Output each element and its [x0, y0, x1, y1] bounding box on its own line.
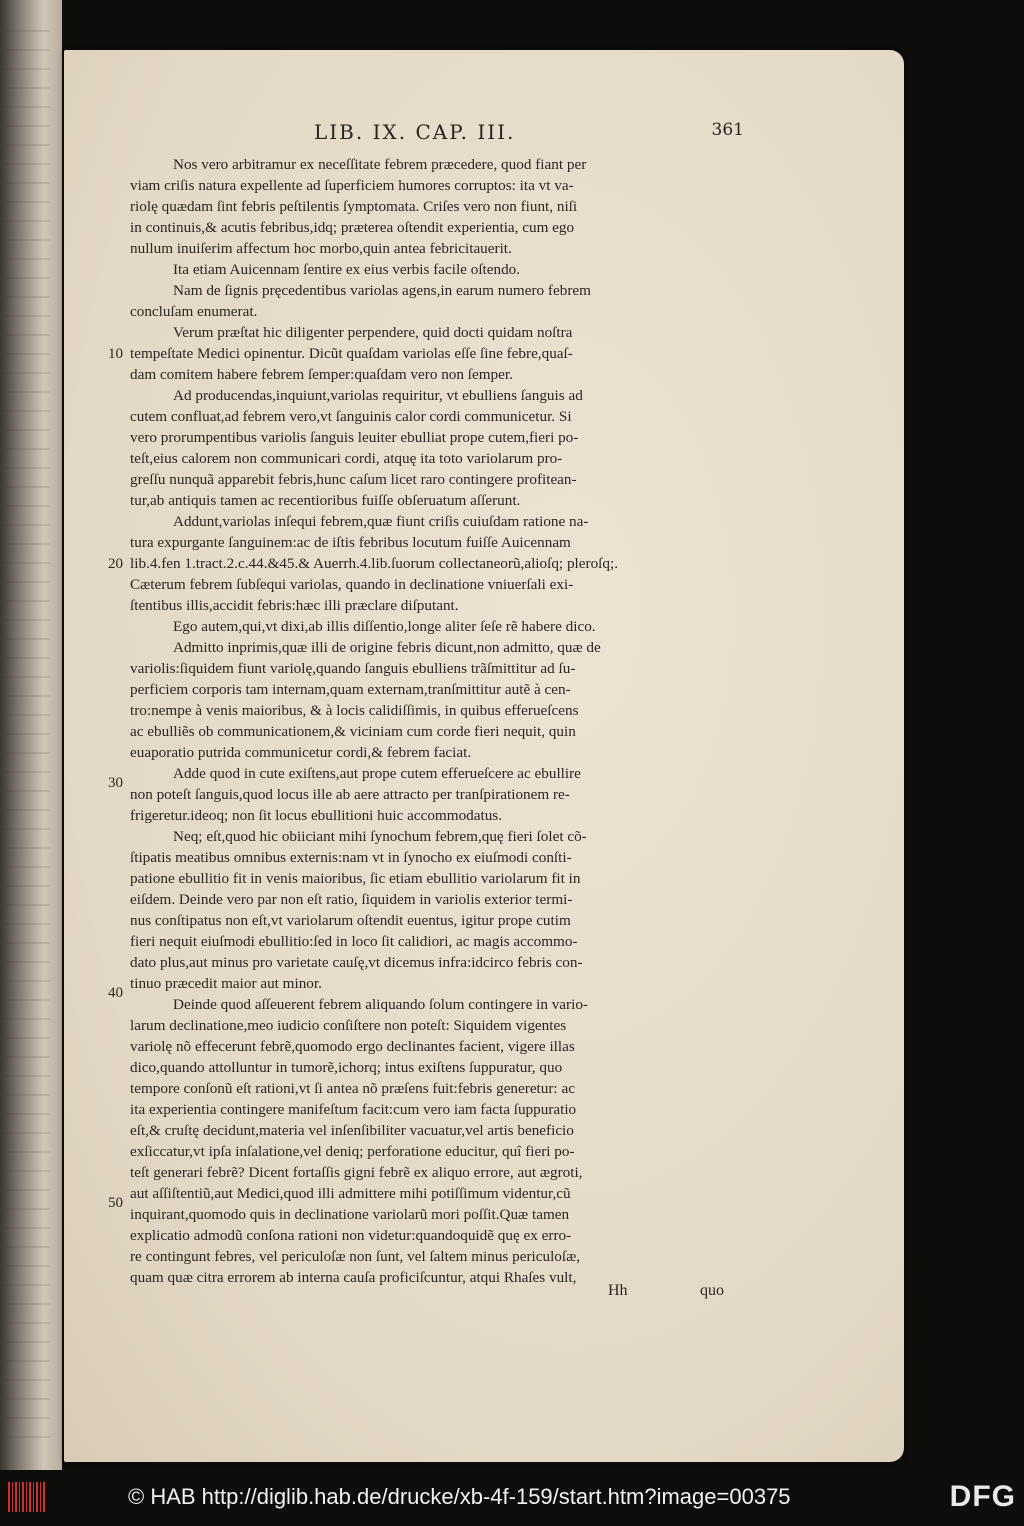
text-line: Admitto inprimis,quæ illi de origine febris dicunt,non admitto, quæ de	[173, 639, 601, 656]
running-header	[314, 120, 744, 144]
text-line: teſt generari febrẽ? Dicent fortaſſis gigni febrẽ ex aliquo errore, aut ægroti,	[130, 1164, 583, 1181]
text-line: frigeretur.ideoq; non ſit locus ebullitioni huic accommodatus.	[130, 807, 503, 824]
text-line: Verum præſtat hic diligenter perpendere, quid docti quidam noſtra	[173, 324, 573, 341]
text-line: Neq; eſt,quod hic obiiciant mihi ſynochum febrem,quę fieri ſolet cõ-	[173, 828, 587, 845]
text-line: greſſu nunquã apparebit febris,hunc caſum licet raro contingere profitean-	[130, 471, 577, 488]
margin-line-number: 50	[108, 1195, 123, 1211]
text-line: lib.4.fen 1.tract.2.c.44.&45.& Auerrh.4.lib.ſuorum collectaneorũ,alioſq; pleroſq;.	[130, 555, 618, 572]
text-line: nus conſtipatus non eſt,vt variolarum oſtendit euentus, igitur prope cutim	[130, 912, 571, 929]
text-line: dato plus,aut minus pro varietate cauſę,vt dicemus infra:idcirco febris con-	[130, 954, 583, 971]
margin-line-number: 20	[108, 556, 123, 572]
text-line: aut aſſiſtentiũ,aut Medici,quod illi admittere mihi potiſſimum videntur,cũ	[130, 1185, 571, 1202]
text-line: dam comitem habere febrem ſemper:quaſdam vero non ſemper.	[130, 366, 513, 383]
text-line: quam quæ citra errorem ab interna cauſa proficiſcuntur, atqui Rhaſes vult,	[130, 1269, 577, 1286]
running-title: LIB. IX. CAP. III.	[314, 120, 516, 144]
text-line: tura expurgante ſanguinem:ac de iſtis febribus locutum fuiſſe Auicennam	[130, 534, 571, 551]
text-line: in continuis,& acutis febribus,idq; præterea oſtendit experientia, cum ego	[130, 219, 575, 236]
text-line: Nam de ſignis pręcedentibus variolas agens,in earum numero febrem	[173, 282, 591, 299]
text-line: ſtipatis meatibus omnibus externis:nam vt in ſynocho ex eiuſmodi conſti-	[130, 849, 572, 866]
text-line: tempore conſonũ eſt rationi,vt ſi antea nõ præſens fuit:febris generetur: ac	[130, 1080, 575, 1097]
text-line: fieri nequit eiuſmodi ebullitio:ſed in loco ſit calidiori, ac magis accommo-	[130, 933, 578, 950]
text-line: inquirant,quomodo quis in declinatione variolarũ mori poſſit.Quæ tamen	[130, 1206, 570, 1223]
text-line: euaporatio putrida communicetur cordi,& febrem faciat.	[130, 744, 472, 761]
text-line: ita experientia contingere manifeſtum facit:cum vero iam facta ſuppuratio	[130, 1101, 577, 1118]
margin-line-number: 40	[108, 985, 123, 1001]
text-line: dico,quando attolluntur in tumorẽ,ichorq; intus exiſtens ſuppuratur, quo	[130, 1059, 563, 1076]
margin-line-number: 10	[108, 346, 123, 362]
copyright-link[interactable]: © HAB http://diglib.hab.de/drucke/xb-4f-159/start.htm?image=00375	[128, 1484, 791, 1509]
catchword: quo	[700, 1282, 724, 1299]
text-line: cutem confluat,ad febrem vero,vt ſanguinis calor cordi communicetur. Si	[130, 408, 572, 425]
viewer-footer	[0, 1472, 1024, 1526]
barcode-icon	[8, 1482, 46, 1512]
previous-page-edge	[0, 0, 62, 1470]
text-line: nullum inuiſerim affectum hoc morbo,quin antea febricitauerit.	[130, 240, 512, 257]
text-line: tinuo præcedit maior aut minor.	[130, 975, 322, 992]
text-line: Cæterum febrem ſubſequi variolas, quando in declinatione vniuerſali exi-	[130, 576, 574, 593]
text-line: riolę quædam ſint febris peſtilentis ſymptomata. Criſes vero non fiunt, niſi	[130, 198, 578, 215]
text-line: Deinde quod aſſeuerent febrem aliquando ſolum contingere in vario-	[173, 996, 588, 1013]
text-line: tro:nempe à venis maioribus, & à locis calidiſſimis, in quibus efferueſcens	[130, 702, 579, 719]
text-line: exſiccatur,vt ipſa inſalatione,vel deniq; perforatione educitur, quî fieri po-	[130, 1143, 575, 1160]
text-line: vero prorumpentibus variolis ſanguis leuiter ebulliat prope cutem,fieri po-	[130, 429, 579, 446]
text-line: perficiem corporis tam internam,quam externam,tranſmittitur autẽ à cen-	[130, 681, 571, 698]
text-line: tempeſtate Medici opinentur. Dicũt quaſdam variolas eſſe ſine febre,quaſ-	[130, 345, 573, 362]
text-line: Ego autem,qui,vt dixi,ab illis diſſentio,longe aliter ſeſe rẽ habere dico.	[173, 618, 596, 635]
text-line: concluſam enumerat.	[130, 303, 258, 320]
text-line: Ad producendas,inquiunt,variolas requiritur, vt ebulliens ſanguis ad	[173, 387, 583, 404]
text-line: variolis:ſiquidem fiunt variolę,quando ſanguis ebulliens trãſmittitur ad ſu-	[130, 660, 576, 677]
bleed-through-text	[4, 30, 50, 1450]
text-line: viam criſis natura expellente ad ſuperficiem humores corruptos: ita vt va-	[130, 177, 574, 194]
text-line: eiſdem. Deinde vero par non eſt ratio, ſiquidem in variolis exterior termi-	[130, 891, 573, 908]
signature-mark: Hh	[608, 1282, 628, 1299]
body-text	[130, 154, 726, 1288]
text-line: Addunt,variolas inſequi febrem,quæ fiunt criſis cuiuſdam ratione na-	[173, 513, 589, 530]
text-line: re contingunt febres, vel periculoſæ non ſunt, vel ſaltem minus periculoſæ,	[130, 1248, 581, 1265]
text-line: non poteſt ſanguis,quod locus ille ab aere attracto per tranſpirationem re-	[130, 786, 570, 803]
text-line: explicatio admodũ conſona rationi non videtur:quandoquidẽ quę ex erro-	[130, 1227, 572, 1244]
text-line: Adde quod in cute exiſtens,aut prope cutem efferueſcere ac ebullire	[173, 765, 581, 782]
text-line: ſtentibus illis,accidit febris:hæc illi præclare diſputant.	[130, 597, 459, 614]
text-line: teſt,eius calorem non communicari cordi, atquę ita toto variolarum pro-	[130, 450, 563, 467]
text-line: ac ebulliẽs ob communicationem,& viciniam cum corde fieri nequit, quin	[130, 723, 576, 740]
margin-line-number: 30	[108, 775, 123, 791]
page-number: 361	[711, 120, 744, 140]
text-line: eſt,& cruſtę decidunt,materia vel inſenſibiliter vacuatur,vel artis beneficio	[130, 1122, 574, 1139]
text-line: tur,ab antiquis tamen ac recentioribus fuiſſe obſeruatum aſſerunt.	[130, 492, 521, 509]
text-line: patione ebullitio fit in venis maioribus, ſic etiam ebullitio variolarum fit in	[130, 870, 581, 887]
text-line: larum declinatione,meo iudicio conſiſtere non poteſt: Siquidem vigentes	[130, 1017, 567, 1034]
text-line: variolę nõ effecerunt febrẽ,quomodo ergo declinantes facient, vigere illas	[130, 1038, 575, 1055]
text-line: Ita etiam Auicennam ſentire ex eius verbis facile oſtendo.	[173, 261, 521, 278]
text-line: Nos vero arbitramur ex neceſſitate febrem præcedere, quod fiant per	[173, 156, 587, 173]
dfg-logo: DFG	[949, 1480, 1016, 1513]
